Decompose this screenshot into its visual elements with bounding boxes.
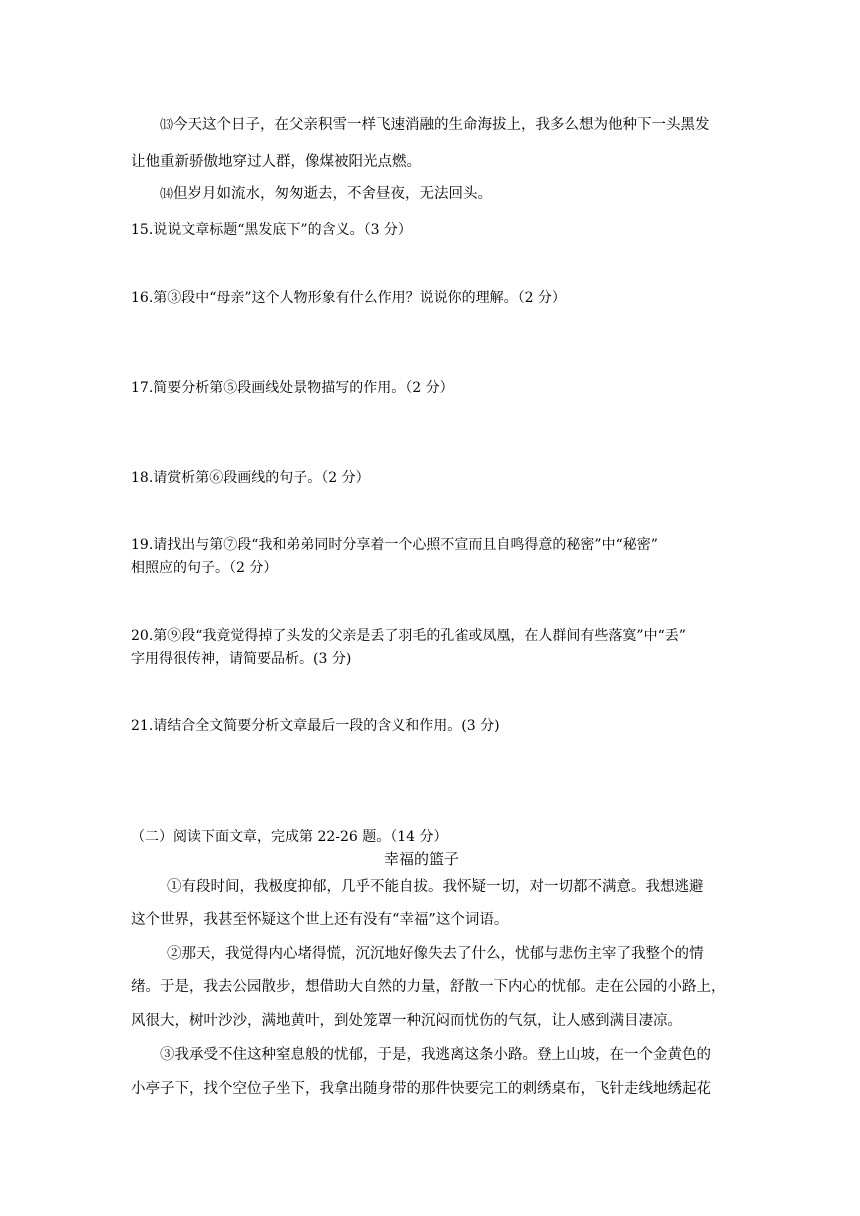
section-2-paragraph-2-line-1: ②那天，我觉得内心堵得慌，沉沉地好像失去了什么，忧郁与悲伤主宰了我整个的情 [167, 946, 704, 962]
question-16: 16.第③段中“母亲”这个人物形象有什么作用？说说你的理解。（2 分） [131, 290, 566, 306]
section-2-paragraph-2-line-3: 风很大，树叶沙沙，满地黄叶，到处笼罩一种沉闷而忧伤的气氛，让人感到满目凄凉。 [131, 1013, 682, 1029]
paragraph-13-text: 今天这个日子，在父亲积雪一样飞速消融的生命海拔上，我多么想为他种下一头黑发 [173, 117, 710, 133]
section-2-paragraph-1-line-1: ①有段时间，我极度抑郁，几乎不能自拔。我怀疑一切，对一切都不满意。我想逃避 [167, 879, 704, 895]
question-20-line-1: 20.第⑨段“我竟觉得掉了头发的父亲是丢了羽毛的孔雀或凤凰，在人群间有些落寞”中“丢” [131, 628, 686, 644]
paragraph-13-line-1 [160, 117, 710, 134]
question-15: 15.说说文章标题“黑发底下”的含义。（3 分） [131, 222, 412, 238]
question-17: 17.简要分析第⑤段画线处景物描写的作用。（2 分） [131, 380, 454, 396]
section-2-paragraph-1-line-2: 这个世界，我甚至怀疑这个世上还有没有“幸福”这个词语。 [131, 912, 509, 928]
paragraph-13-marker: ⒀ [160, 118, 174, 133]
paragraph-13-line-2: 让他重新骄傲地穿过人群，像煤被阳光点燃。 [131, 154, 421, 170]
section-2-paragraph-3-line-2: 小亭子下，找个空位子坐下，我拿出随身带的那件快要完工的刺绣桌布，飞针走线地绣起花 [131, 1081, 711, 1097]
section-2-paragraph-3-line-1: ③我承受不住这种窒息般的忧郁，于是，我逃离这条小路。登上山坡，在一个金黄色的 [160, 1047, 711, 1063]
question-20-line-2: 字用得很传神，请简要品析。(3 分) [131, 651, 352, 667]
paragraph-14-line-1 [160, 186, 492, 203]
section-2-paragraph-2-line-2: 绪。于是，我去公园散步，想借助大自然的力量，舒散一下内心的忧郁。走在公园的小路上， [131, 979, 726, 995]
question-18: 18.请赏析第⑥段画线的句子。（2 分） [131, 470, 370, 486]
section-2-heading: （二）阅读下面文章，完成第 22-26 题。（14 分） [131, 829, 448, 845]
article-title: 幸福的篮子 [384, 850, 460, 868]
question-19-line-1: 19.请找出与第⑦段“我和弟弟同时分享着一个心照不宣而且自鸣得意的秘密”中“秘密” [131, 537, 658, 553]
question-21: 21.请结合全文简要分析文章最后一段的含义和作用。(3 分) [131, 718, 500, 734]
paragraph-14-marker: ⒁ [160, 187, 174, 202]
question-19-line-2: 相照应的句子。（2 分） [131, 560, 278, 576]
paragraph-14-text: 但岁月如流水，匆匆逝去，不舍昼夜，无法回头。 [173, 186, 493, 202]
